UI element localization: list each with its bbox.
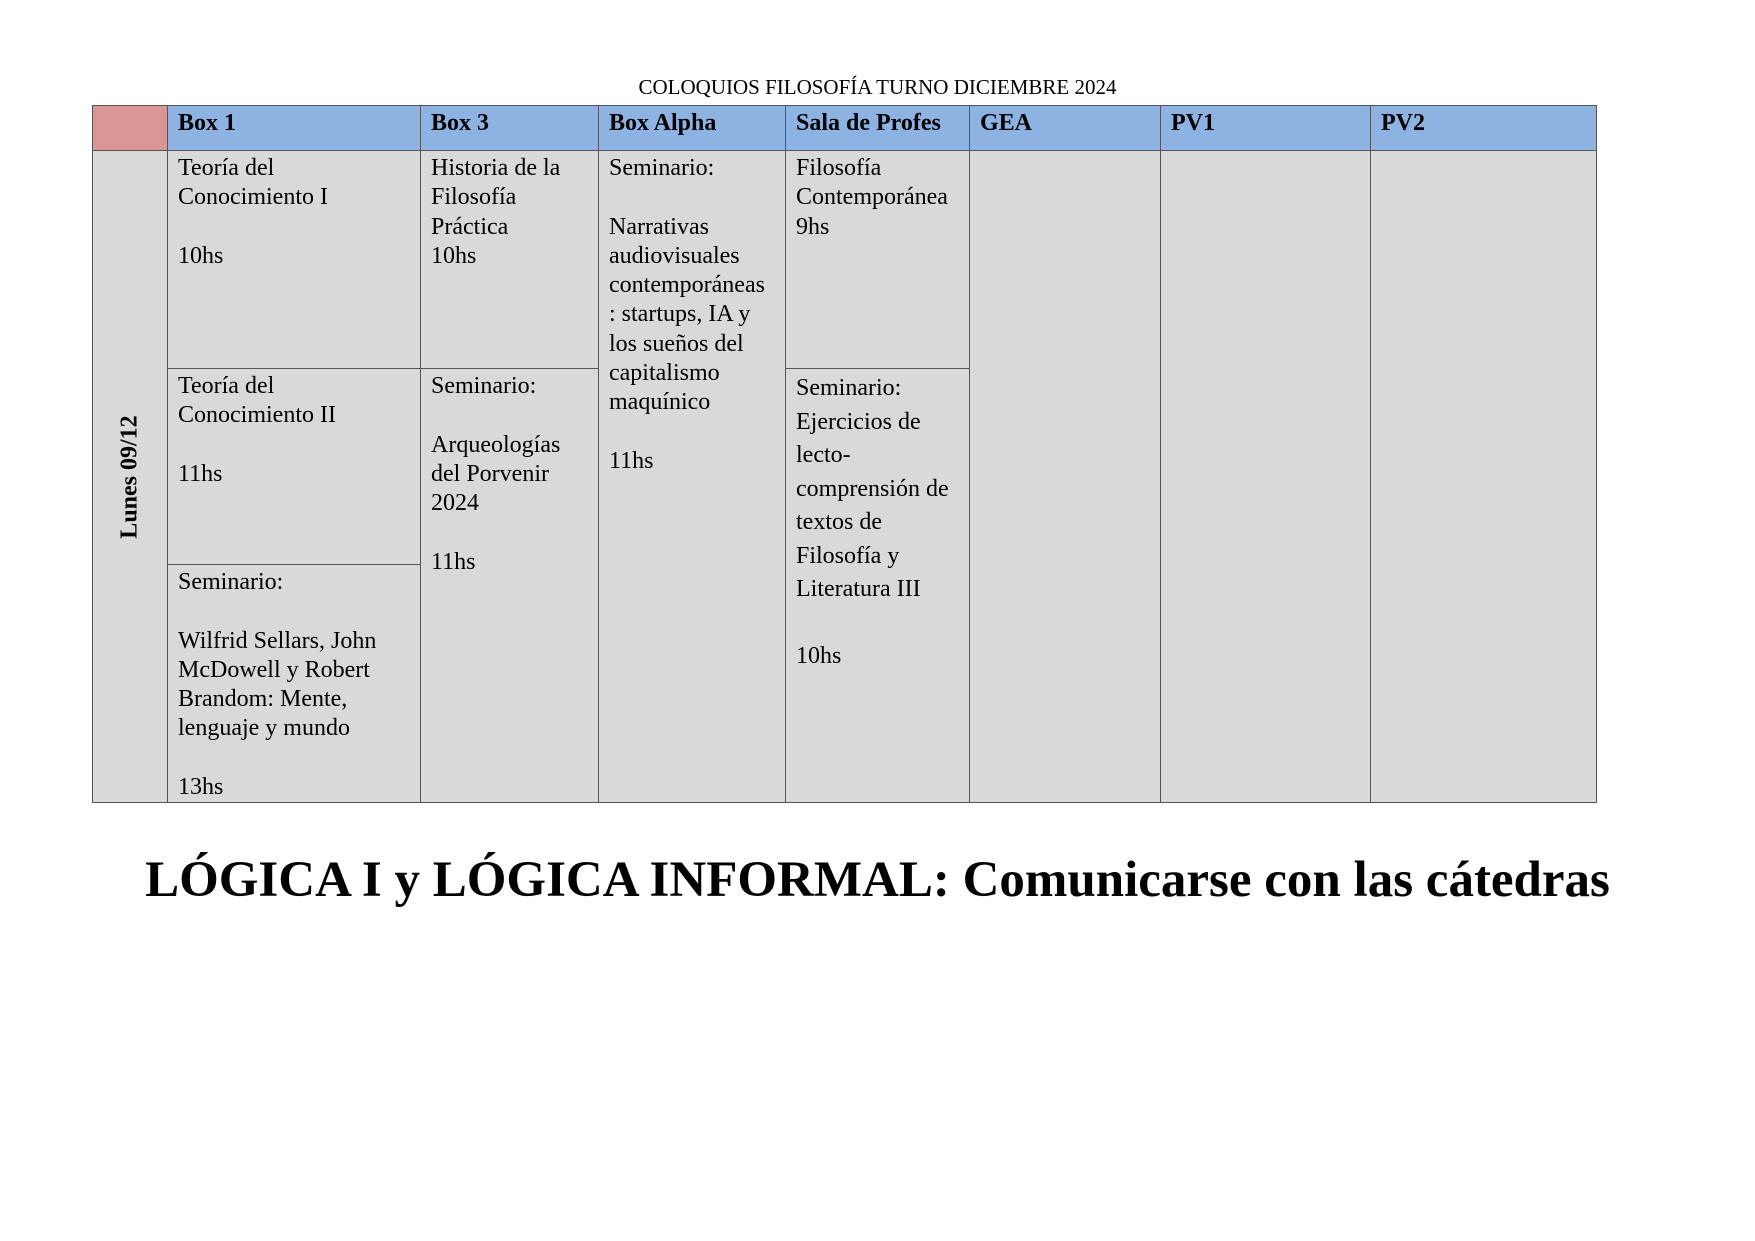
- box3-slot-2-text: Seminario: Arqueologías del Porvenir 2024 11hs: [431, 373, 561, 575]
- box1-slot-1: [168, 151, 421, 369]
- header-box-3: Box 3: [421, 106, 599, 151]
- schedule-table: [92, 105, 1597, 803]
- box1-slot-3: [168, 565, 421, 803]
- sala-slot-2-text: Seminario: Ejercicios de lecto-comprensión de textos de Filosofía y Literatura III 10hs: [796, 375, 949, 669]
- logic-notice: LÓGICA I y LÓGICA INFORMAL: Comunicarse con las cátedras: [145, 852, 1610, 908]
- header-sala-de-profes: Sala de Profes: [786, 106, 970, 151]
- box-alpha-slot-1-text: Seminario: Narrativas audiovisuales contemporáneas : startups, IA y los sueños del capitalismo maquínico 11hs: [609, 155, 765, 474]
- header-box-1: Box 1: [168, 106, 421, 151]
- header-gea: GEA: [970, 106, 1161, 151]
- gea-column: [970, 151, 1161, 803]
- document-title: COLOQUIOS FILOSOFÍA TURNO DICIEMBRE 2024: [638, 75, 1117, 99]
- box3-slot-1: [421, 151, 599, 369]
- sala-slot-1: [786, 151, 970, 369]
- pv1-column: [1161, 151, 1371, 803]
- pv2-column: [1371, 151, 1597, 803]
- header-pv2: PV2: [1371, 106, 1597, 151]
- day-label: Lunes 09/12: [116, 415, 143, 539]
- box1-slot-2-text: Teoría del Conocimiento II 11hs: [178, 373, 336, 487]
- box1-slot-2: [168, 369, 421, 565]
- box3-slot-1-text: Historia de la Filosofía Práctica 10hs: [431, 155, 561, 269]
- header-box-alpha: Box Alpha: [599, 106, 786, 151]
- header-pv1: PV1: [1161, 106, 1371, 151]
- day-cell: [93, 151, 168, 803]
- sala-slot-1-text: Filosofía Contemporánea 9hs: [796, 155, 948, 240]
- box1-slot-1-text: Teoría del Conocimiento I 10hs: [178, 155, 328, 269]
- schedule-row: [93, 151, 1597, 369]
- header-row: [93, 106, 1597, 151]
- corner-cell: [93, 106, 168, 151]
- box1-slot-3-text: Seminario: Wilfrid Sellars, John McDowell y Robert Brandom: Mente, lenguaje y mundo 13hs: [178, 569, 377, 801]
- box3-slot-2: [421, 369, 599, 803]
- sala-slot-2: [786, 369, 970, 803]
- box-alpha-slot-1: [599, 151, 786, 803]
